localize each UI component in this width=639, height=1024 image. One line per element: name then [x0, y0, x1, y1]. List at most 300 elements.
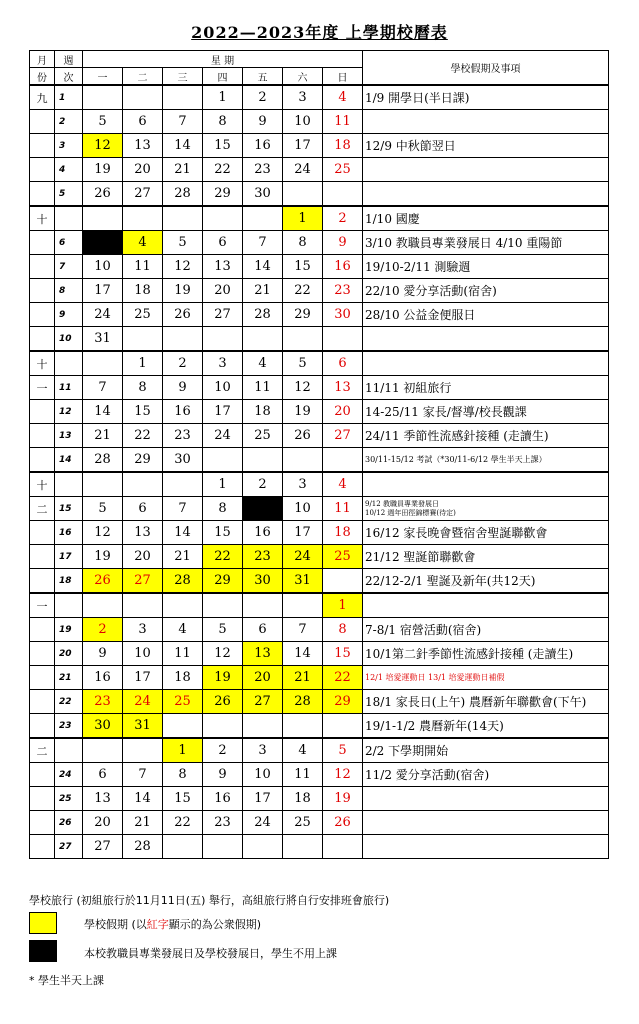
day-cell-tue: 22 [123, 424, 163, 448]
day-cell-fri: 11 [243, 376, 283, 400]
week-row [30, 303, 609, 327]
day-cell-sun: 9 [323, 231, 363, 255]
week-row [30, 787, 609, 811]
day-cell-thu: 29 [203, 569, 243, 594]
week-number: 24 [55, 763, 83, 787]
week-row [30, 279, 609, 303]
day-cell-tue: 28 [123, 835, 163, 859]
day-cell-sun: 29 [323, 690, 363, 714]
day-cell-fri [243, 593, 283, 618]
event-cell: 21/12 聖誕節聯歡會 [363, 545, 609, 569]
event-cell [363, 158, 609, 182]
event-cell: 10/1第二針季節性流感針接種 (走讀生) [363, 642, 609, 666]
day-cell-sun [323, 569, 363, 594]
day-cell-tue: 20 [123, 158, 163, 182]
weekday-mon: 一 [83, 68, 123, 86]
day-cell-tue: 29 [123, 448, 163, 473]
event-cell: 2/2 下學期開始 [363, 738, 609, 763]
day-cell-wed: 11 [163, 642, 203, 666]
day-cell-tue: 11 [123, 255, 163, 279]
day-cell-mon [83, 206, 123, 231]
day-cell-fri: 23 [243, 158, 283, 182]
day-cell-wed: 5 [163, 231, 203, 255]
day-cell-mon: 5 [83, 110, 123, 134]
day-cell-sat: 29 [283, 303, 323, 327]
week-number: 25 [55, 787, 83, 811]
month-label [30, 787, 55, 811]
week-number: 19 [55, 618, 83, 642]
day-cell-wed: 12 [163, 255, 203, 279]
event-cell: 14-25/11 家長/督導/校長觀課 [363, 400, 609, 424]
day-cell-sat: 17 [283, 134, 323, 158]
week-row [30, 497, 609, 521]
day-cell-sat: 11 [283, 763, 323, 787]
week-number: 1 [55, 85, 83, 110]
day-cell-fri: 20 [243, 666, 283, 690]
event-cell: 18/1 家長日(上午) 農曆新年聯歡會(下午) [363, 690, 609, 714]
day-cell-fri: 18 [243, 400, 283, 424]
week-number: 15 [55, 497, 83, 521]
day-cell-sun: 18 [323, 521, 363, 545]
day-cell-mon: 23 [83, 690, 123, 714]
day-cell-tue: 27 [123, 182, 163, 207]
week-row [30, 811, 609, 835]
event-cell: 11/2 愛分享活動(宿舍) [363, 763, 609, 787]
day-cell-mon: 17 [83, 279, 123, 303]
month-label [30, 763, 55, 787]
week-row [30, 110, 609, 134]
day-cell-thu: 19 [203, 666, 243, 690]
day-cell-thu [203, 714, 243, 739]
day-cell-sun [323, 327, 363, 352]
month-label [30, 134, 55, 158]
day-cell-tue: 4 [123, 231, 163, 255]
week-number [55, 593, 83, 618]
day-cell-thu: 24 [203, 424, 243, 448]
day-cell-tue: 3 [123, 618, 163, 642]
day-cell-tue: 14 [123, 787, 163, 811]
holiday-legend-a: 學校假期 (以 [84, 918, 147, 931]
week-number [55, 206, 83, 231]
day-cell-thu [203, 327, 243, 352]
day-cell-mon: 16 [83, 666, 123, 690]
day-cell-mon [83, 351, 123, 376]
day-cell-fri: 6 [243, 618, 283, 642]
day-cell-sun: 11 [323, 110, 363, 134]
week-number [55, 472, 83, 497]
week-number: 9 [55, 303, 83, 327]
month-header-2: 份 [30, 68, 55, 86]
day-cell-thu: 2 [203, 738, 243, 763]
event-cell: 24/11 季節性流感針接種 (走讀生) [363, 424, 609, 448]
day-cell-fri: 21 [243, 279, 283, 303]
day-cell-fri: 2 [243, 85, 283, 110]
day-cell-mon: 19 [83, 545, 123, 569]
week-number: 16 [55, 521, 83, 545]
holiday-swatch [29, 912, 57, 934]
day-cell-wed: 7 [163, 110, 203, 134]
day-cell-fri: 13 [243, 642, 283, 666]
day-cell-sun: 19 [323, 787, 363, 811]
event-cell: 22/12-2/1 聖誕及新年(共12天) [363, 569, 609, 594]
weekday-tue: 二 [123, 68, 163, 86]
event-line: 9/12 教職員專業發展日 [365, 499, 439, 508]
day-cell-sun: 20 [323, 400, 363, 424]
month-label: 二 [30, 497, 55, 521]
day-cell-wed: 28 [163, 569, 203, 594]
event-cell [363, 351, 609, 376]
week-number: 23 [55, 714, 83, 739]
day-cell-tue: 1 [123, 351, 163, 376]
week-number: 2 [55, 110, 83, 134]
week-row [30, 182, 609, 207]
month-label: 十 [30, 206, 55, 231]
day-cell-sun: 23 [323, 279, 363, 303]
weekday-sun: 日 [323, 68, 363, 86]
month-label [30, 666, 55, 690]
day-cell-tue: 8 [123, 376, 163, 400]
day-cell-tue [123, 85, 163, 110]
month-label [30, 303, 55, 327]
week-number: 14 [55, 448, 83, 473]
event-cell: 12/9 中秋節翌日 [363, 134, 609, 158]
day-cell-sat: 7 [283, 618, 323, 642]
week-number: 12 [55, 400, 83, 424]
week-row [30, 714, 609, 739]
day-cell-tue [123, 738, 163, 763]
day-cell-mon: 13 [83, 787, 123, 811]
day-cell-sat: 1 [283, 206, 323, 231]
day-cell-sat: 8 [283, 231, 323, 255]
day-cell-fri: 16 [243, 521, 283, 545]
day-cell-sat [283, 593, 323, 618]
day-cell-sun: 2 [323, 206, 363, 231]
event-cell [363, 835, 609, 859]
day-cell-thu: 15 [203, 521, 243, 545]
day-cell-sun [323, 714, 363, 739]
day-cell-mon [83, 593, 123, 618]
week-row [30, 666, 609, 690]
event-cell: 19/10-2/11 測驗週 [363, 255, 609, 279]
day-cell-sun: 12 [323, 763, 363, 787]
event-cell: 1/10 國慶 [363, 206, 609, 231]
day-cell-fri: 24 [243, 811, 283, 835]
header-row-1 [30, 51, 609, 68]
day-cell-wed [163, 206, 203, 231]
day-cell-sat: 21 [283, 666, 323, 690]
week-number: 21 [55, 666, 83, 690]
day-cell-fri [243, 835, 283, 859]
day-cell-mon: 9 [83, 642, 123, 666]
week-number: 6 [55, 231, 83, 255]
day-cell-sat [283, 714, 323, 739]
day-cell-thu: 15 [203, 134, 243, 158]
month-label [30, 182, 55, 207]
week-row [30, 400, 609, 424]
week-row [30, 642, 609, 666]
day-cell-thu: 17 [203, 400, 243, 424]
month-label [30, 400, 55, 424]
day-cell-thu: 20 [203, 279, 243, 303]
day-cell-fri: 25 [243, 424, 283, 448]
day-cell-sun: 25 [323, 158, 363, 182]
day-cell-fri: 17 [243, 787, 283, 811]
day-cell-mon: 21 [83, 424, 123, 448]
day-cell-sat [283, 182, 323, 207]
day-cell-thu: 22 [203, 158, 243, 182]
event-cell [363, 182, 609, 207]
day-cell-mon: 7 [83, 376, 123, 400]
day-cell-mon: 20 [83, 811, 123, 835]
day-cell-fri [243, 206, 283, 231]
day-cell-sun: 4 [323, 85, 363, 110]
weekday-group-header: 星 期 [83, 51, 363, 68]
day-cell-mon: 27 [83, 835, 123, 859]
day-cell-tue [123, 593, 163, 618]
event-cell: 7-8/1 宿營活動(宿舍) [363, 618, 609, 642]
day-cell-tue: 21 [123, 811, 163, 835]
day-cell-thu [203, 206, 243, 231]
day-cell-mon [83, 738, 123, 763]
week-number [55, 351, 83, 376]
month-label [30, 110, 55, 134]
day-cell-wed: 4 [163, 618, 203, 642]
day-cell-tue: 27 [123, 569, 163, 594]
week-row [30, 690, 609, 714]
day-cell-wed: 30 [163, 448, 203, 473]
day-cell-wed: 14 [163, 521, 203, 545]
day-cell-sat [283, 835, 323, 859]
day-cell-sat [283, 327, 323, 352]
day-cell-mon: 3 [83, 231, 123, 255]
half-day-note: * 學生半天上課 [29, 974, 104, 987]
month-label [30, 545, 55, 569]
day-cell-fri: 9 [243, 497, 283, 521]
month-label [30, 279, 55, 303]
day-cell-sun: 15 [323, 642, 363, 666]
day-cell-wed: 19 [163, 279, 203, 303]
day-cell-sat: 24 [283, 158, 323, 182]
month-label [30, 255, 55, 279]
day-cell-mon: 28 [83, 448, 123, 473]
week-row [30, 327, 609, 352]
week-number: 8 [55, 279, 83, 303]
day-cell-mon: 26 [83, 569, 123, 594]
dev-day-legend: 本校教職員專業發展日及學校發展日，學生不用上課 [84, 947, 337, 960]
day-cell-sun: 11 [323, 497, 363, 521]
day-cell-thu: 13 [203, 255, 243, 279]
day-cell-fri: 2 [243, 472, 283, 497]
week-number: 5 [55, 182, 83, 207]
weekday-wed: 三 [163, 68, 203, 86]
day-cell-thu: 29 [203, 182, 243, 207]
month-label: 九 [30, 85, 55, 110]
day-cell-mon: 14 [83, 400, 123, 424]
day-cell-fri: 9 [243, 110, 283, 134]
event-cell [363, 787, 609, 811]
day-cell-wed: 1 [163, 738, 203, 763]
school-trip-note: 學校旅行 (初組旅行於11月11日(五) 舉行，高組旅行將自行安排班會旅行) [29, 894, 390, 907]
day-cell-tue: 6 [123, 110, 163, 134]
day-cell-sun: 26 [323, 811, 363, 835]
event-cell [363, 472, 609, 497]
day-cell-mon: 26 [83, 182, 123, 207]
day-cell-thu: 26 [203, 690, 243, 714]
week-number: 22 [55, 690, 83, 714]
week-row [30, 134, 609, 158]
day-cell-sun [323, 835, 363, 859]
holiday-legend [84, 916, 261, 932]
week-row [30, 593, 609, 618]
event-cell: 16/12 家長晚會暨宿舍聖誕聯歡會 [363, 521, 609, 545]
day-cell-mon: 19 [83, 158, 123, 182]
month-label [30, 835, 55, 859]
day-cell-sat: 19 [283, 400, 323, 424]
month-label [30, 327, 55, 352]
day-cell-thu: 8 [203, 497, 243, 521]
day-cell-tue: 13 [123, 134, 163, 158]
day-cell-thu: 5 [203, 618, 243, 642]
month-label [30, 618, 55, 642]
month-header: 月 [30, 51, 55, 68]
day-cell-tue: 6 [123, 497, 163, 521]
month-label [30, 714, 55, 739]
day-cell-wed: 2 [163, 351, 203, 376]
week-number: 3 [55, 134, 83, 158]
month-label [30, 158, 55, 182]
day-cell-wed [163, 835, 203, 859]
day-cell-sat: 3 [283, 472, 323, 497]
week-row [30, 448, 609, 473]
week-row [30, 569, 609, 594]
month-label [30, 811, 55, 835]
event-cell: 30/11-15/12 考試（*30/11-6/12 學生半天上課） [363, 448, 609, 473]
day-cell-wed: 21 [163, 158, 203, 182]
day-cell-sat: 3 [283, 85, 323, 110]
event-cell: 11/11 初組旅行 [363, 376, 609, 400]
day-cell-thu: 1 [203, 85, 243, 110]
event-cell [363, 497, 609, 521]
day-cell-tue [123, 327, 163, 352]
day-cell-thu: 1 [203, 472, 243, 497]
day-cell-fri: 28 [243, 303, 283, 327]
day-cell-mon: 24 [83, 303, 123, 327]
day-cell-thu: 3 [203, 351, 243, 376]
week-number: 11 [55, 376, 83, 400]
week-row [30, 424, 609, 448]
day-cell-thu [203, 593, 243, 618]
day-cell-sat: 31 [283, 569, 323, 594]
week-row [30, 158, 609, 182]
day-cell-fri: 7 [243, 231, 283, 255]
day-cell-wed: 15 [163, 787, 203, 811]
week-number: 17 [55, 545, 83, 569]
week-number: 13 [55, 424, 83, 448]
day-cell-wed: 16 [163, 400, 203, 424]
month-label [30, 569, 55, 594]
day-cell-mon [83, 85, 123, 110]
day-cell-sun: 25 [323, 545, 363, 569]
day-cell-tue: 18 [123, 279, 163, 303]
day-cell-thu: 27 [203, 303, 243, 327]
weekday-fri: 五 [243, 68, 283, 86]
day-cell-sat: 22 [283, 279, 323, 303]
day-cell-mon: 31 [83, 327, 123, 352]
event-cell: 22/10 愛分享活動(宿舍) [363, 279, 609, 303]
week-number: 20 [55, 642, 83, 666]
day-cell-sat [283, 448, 323, 473]
dev-day-swatch [29, 940, 57, 962]
day-cell-tue: 24 [123, 690, 163, 714]
day-cell-sat: 24 [283, 545, 323, 569]
day-cell-mon: 12 [83, 134, 123, 158]
weekday-thu: 四 [203, 68, 243, 86]
event-cell [363, 327, 609, 352]
week-number: 18 [55, 569, 83, 594]
month-label: 一 [30, 593, 55, 618]
day-cell-thu [203, 835, 243, 859]
day-cell-fri: 23 [243, 545, 283, 569]
day-cell-tue [123, 206, 163, 231]
day-cell-mon [83, 472, 123, 497]
day-cell-wed: 7 [163, 497, 203, 521]
day-cell-thu: 12 [203, 642, 243, 666]
day-cell-tue: 15 [123, 400, 163, 424]
holiday-legend-red: 紅字 [146, 918, 169, 931]
weekday-sat: 六 [283, 68, 323, 86]
week-row [30, 376, 609, 400]
day-cell-wed [163, 327, 203, 352]
week-number: 10 [55, 327, 83, 352]
day-cell-wed: 18 [163, 666, 203, 690]
day-cell-sun: 18 [323, 134, 363, 158]
day-cell-sat: 5 [283, 351, 323, 376]
week-row [30, 351, 609, 376]
day-cell-thu: 23 [203, 811, 243, 835]
day-cell-thu: 16 [203, 787, 243, 811]
day-cell-tue: 25 [123, 303, 163, 327]
month-label: 二 [30, 738, 55, 763]
page-title: 2022—2023年度 上學期校曆表 [191, 23, 448, 42]
day-cell-sat: 12 [283, 376, 323, 400]
day-cell-sun: 8 [323, 618, 363, 642]
day-cell-fri [243, 714, 283, 739]
day-cell-mon: 30 [83, 714, 123, 739]
day-cell-sun: 4 [323, 472, 363, 497]
day-cell-sat: 28 [283, 690, 323, 714]
day-cell-tue [123, 472, 163, 497]
month-label: 十 [30, 472, 55, 497]
day-cell-sun [323, 448, 363, 473]
day-cell-sat: 14 [283, 642, 323, 666]
day-cell-fri: 30 [243, 569, 283, 594]
day-cell-tue: 13 [123, 521, 163, 545]
week-header-2: 次 [55, 68, 83, 86]
day-cell-wed [163, 714, 203, 739]
day-cell-thu: 6 [203, 231, 243, 255]
day-cell-thu: 10 [203, 376, 243, 400]
day-cell-wed: 23 [163, 424, 203, 448]
month-label [30, 642, 55, 666]
month-label [30, 424, 55, 448]
day-cell-wed: 22 [163, 811, 203, 835]
week-row [30, 231, 609, 255]
day-cell-mon: 5 [83, 497, 123, 521]
month-label: 十 [30, 351, 55, 376]
day-cell-sun: 16 [323, 255, 363, 279]
day-cell-thu: 8 [203, 110, 243, 134]
day-cell-tue: 31 [123, 714, 163, 739]
